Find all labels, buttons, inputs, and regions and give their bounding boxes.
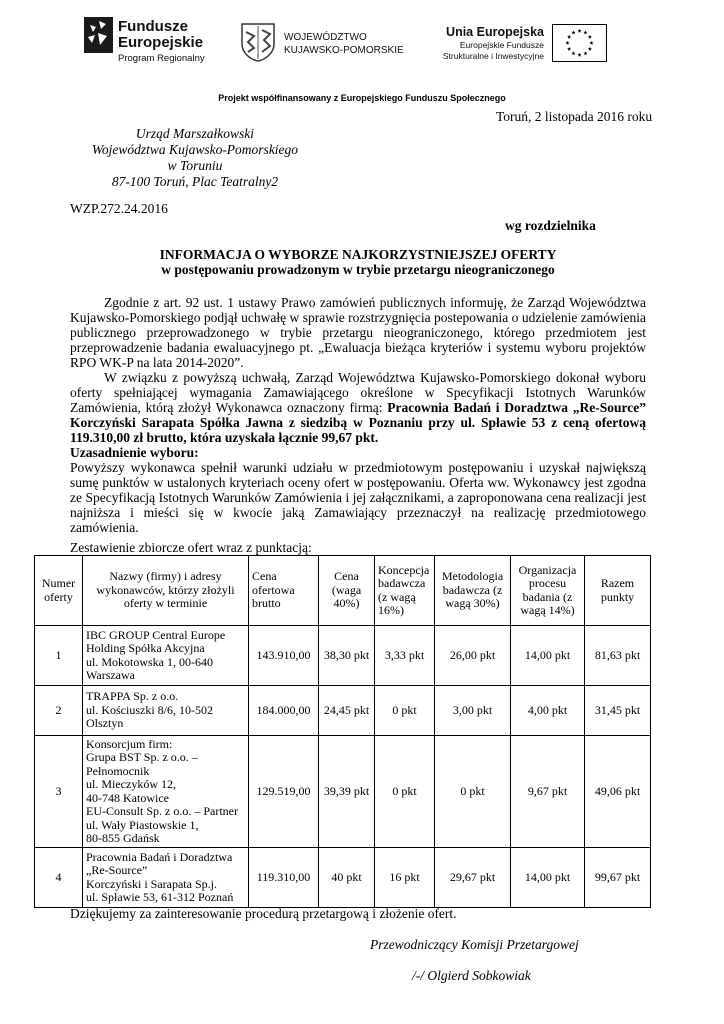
table-row	[35, 626, 651, 686]
header-cell: Razem punkty	[585, 556, 651, 626]
organization-points-cell: 14,00 pkt	[511, 626, 585, 686]
fundusze-europejskie-logo-icon	[84, 17, 113, 53]
offer-price-cell: 184.000,00	[249, 686, 319, 736]
addressee-block	[70, 126, 320, 190]
price-points-cell: 40 pkt	[319, 848, 375, 908]
distribution-note: wg rozdzielnika	[505, 218, 596, 233]
offer-name-line: Konsorcjum firm:	[86, 736, 173, 751]
total-points-cell: 99,67 pkt	[585, 848, 651, 908]
offer-number-cell: 1	[35, 626, 83, 686]
offer-name-line: Holding Spółka Akcyjna	[86, 641, 205, 655]
offer-name-line: Olsztyn	[86, 716, 124, 731]
justification-heading: Uzasadnienie wyboru:	[70, 445, 199, 460]
offer-number-cell: 3	[35, 736, 83, 848]
signature-title: Przewodniczący Komisji Przetargowej	[370, 937, 579, 952]
concept-points-cell: 3,33 pkt	[375, 626, 435, 686]
offer-name-cell	[83, 848, 249, 908]
header-cell: Cena (waga 40%)	[319, 556, 375, 626]
offer-name-line: ul. Kościuszki 8/6, 10-502	[86, 702, 213, 717]
region-crest-icon	[240, 22, 276, 62]
addressee-line: Województwa Kujawsko-Pomorskiego	[91, 142, 299, 157]
offer-name-cell	[83, 736, 249, 848]
header-cell: Organizacja procesu badania (z wagą 14%)	[511, 556, 585, 626]
offer-name-line: 40-748 Katowice	[86, 790, 169, 805]
organization-points-cell: 14,00 pkt	[511, 848, 585, 908]
price-points-cell: 24,45 pkt	[319, 686, 375, 736]
addressee-line: w Toruniu	[167, 158, 223, 173]
method-points-cell: 29,67 pkt	[435, 848, 511, 908]
signature-name: /-/ Olgierd Sobkowiak	[412, 968, 531, 983]
body-paragraph-2: W związku z powyższą uchwałą, Zarząd Województwa Kujawsko-Pomorskiego dokonał wyboru oferty spełniającej wymagania Zamawiającego określone w Specyfikacji Istotnych Warunków Zamówienia, którą złożył Wykonawca oznaczony firmą: Pracownia Badań i Doradztwa „Re-Source” Korczyński Sarapata Spółka Jawna z siedzibą w Poznaniu przy ul. Spławie 53 z ceną ofertową 119.310,00 zł brutto, która uzyskała łącznie 99,67 pkt.	[70, 370, 646, 445]
price-points-cell: 39,39 pkt	[319, 736, 375, 848]
offer-price-cell: 129.519,00	[249, 736, 319, 848]
offer-name-cell	[83, 626, 249, 686]
header-cell: Metodologia badawcza (z wagą 30%)	[435, 556, 511, 626]
offer-price-cell: 143.910,00	[249, 626, 319, 686]
offer-name-line: „Re-Source”	[86, 863, 148, 877]
concept-points-cell: 0 pkt	[375, 736, 435, 848]
letter-date: Toruń, 2 listopada 2016 roku	[496, 109, 653, 124]
table-row	[35, 686, 651, 736]
offer-name-line: ul. Mokotowska 1, 00-640	[86, 654, 213, 669]
region-logo-text: WOJEWÓDZTWO KUJAWSKO-POMORSKIE	[284, 32, 404, 56]
letter-body	[70, 295, 646, 535]
offer-name-line: IBC GROUP Central Europe	[86, 627, 226, 642]
offer-name-line: Pracownia Badań i Doradztwa	[86, 849, 233, 864]
offer-name-cell	[83, 686, 249, 736]
offer-name-line: ul. Wały Piastowskie 1,	[86, 817, 199, 832]
offer-name-line: TRAPPA Sp. z o.o.	[86, 689, 179, 704]
closing-sentence: Dziękujemy za zainteresowanie procedurą przetargową i złożenie ofert.	[70, 906, 457, 921]
table-caption: Zestawienie zbiorcze ofert wraz z punktacją:	[70, 540, 312, 555]
addressee-line: Urząd Marszałkowski	[135, 126, 255, 141]
concept-points-cell: 0 pkt	[375, 686, 435, 736]
method-points-cell: 3,00 pkt	[435, 686, 511, 736]
offer-name-line: Korczyński i Sarapata Sp.j.	[86, 876, 217, 891]
header-cell: Nazwy (firmy) i adresy wykonawców, którzy złożyli oferty w terminie	[83, 556, 249, 626]
body-paragraph-3: Powyższy wykonawca spełnił warunki udziału w przedmiotowym postępowaniu i uzyskał największą sumę punktów w ustalonych kryteriach oceny ofert w postępowaniu. Oferta ww. Wykonawcy jest zgodna ze Specyfikacją Istotnych Warunków Zamówienia i jej załącznikami, a zaproponowana cena realizacji jest najniższa i mieści się w kwocie jaką Zamawiający przeznaczył na realizację przedmiotowego zamówienia.	[70, 460, 646, 535]
offer-name-line: Warszawa	[86, 668, 136, 682]
offers-table	[34, 555, 651, 908]
reference-number: WZP.272.24.2016	[70, 201, 168, 216]
method-points-cell: 26,00 pkt	[435, 626, 511, 686]
total-points-cell: 31,45 pkt	[585, 686, 651, 736]
eu-flag-icon	[552, 24, 607, 62]
offer-name-line: EU-Consult Sp. z o.o. – Partner	[86, 804, 238, 818]
total-points-cell: 81,63 pkt	[585, 626, 651, 686]
header-cell: Koncepcja badawcza (z wagą 16%)	[375, 556, 435, 626]
body-paragraph-1: Zgodnie z art. 92 ust. 1 ustawy Prawo zamówień publicznych informuję, że Zarząd Województwa Kujawsko-Pomorskiego podjął uchwałę w sprawie rozstrzygnięcia postepowania o udzielenie zamówienia publicznego przeprowadzonego w trybie przetargu nieograniczonego, którego przedmiotem jest przeprowadzenie badania ewaluacyjnego pt. „Ewaluacja bieżąca kryteriów i systemu wyboru projektów RPO WK-P na lata 2014-2020”.	[70, 295, 646, 370]
offer-number-cell: 2	[35, 686, 83, 736]
addressee-line: 87-100 Toruń, Plac Teatralny2	[111, 174, 279, 189]
offer-name-line: ul. Mieczyków 12,	[86, 777, 176, 791]
total-points-cell: 49,06 pkt	[585, 736, 651, 848]
organization-points-cell: 9,67 pkt	[511, 736, 585, 848]
organization-points-cell: 4,00 pkt	[511, 686, 585, 736]
offer-name-line: Pełnomocnik	[86, 763, 150, 778]
cofinancing-note: Projekt współfinansowany z Europejskiego Funduszu Społecznego	[218, 93, 506, 103]
offer-price-cell: 119.310,00	[249, 848, 319, 908]
table-row	[35, 848, 651, 908]
offer-name-line: ul. Spławie 53, 61-312 Poznań	[86, 890, 234, 904]
offer-name-line: 80-855 Gdańsk	[86, 831, 160, 845]
concept-points-cell: 16 pkt	[375, 848, 435, 908]
offer-number-cell: 4	[35, 848, 83, 908]
header-cell: Cena ofertowa brutto	[249, 556, 319, 626]
method-points-cell: 0 pkt	[435, 736, 511, 848]
fundusze-europejskie-logo-text: Fundusze Europejskie Program Regionalny	[118, 18, 205, 64]
eu-logo-text: Unia Europejska Europejskie Fundusze Strukturalne i Inwestycyjne	[442, 25, 544, 61]
document-title: INFORMACJA O WYBORZE NAJKORZYSTNIEJSZEJ OFERTY w postępowaniu prowadzonym w trybie przetargu nieograniczonego	[159, 247, 557, 277]
table-row	[35, 736, 651, 848]
offer-name-line: Grupa BST Sp. z o.o. –	[86, 750, 198, 764]
header-cell: Numer oferty	[35, 556, 83, 626]
price-points-cell: 38,30 pkt	[319, 626, 375, 686]
